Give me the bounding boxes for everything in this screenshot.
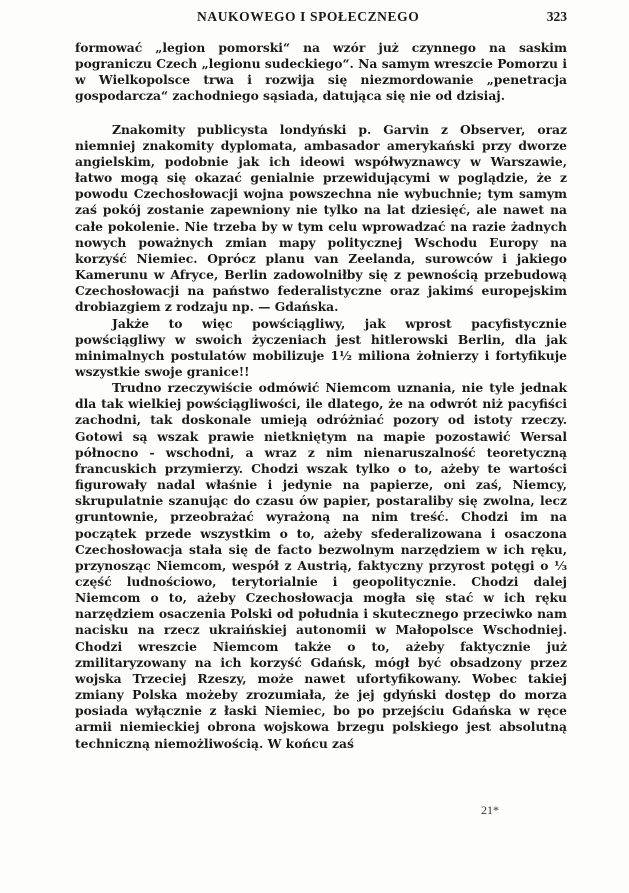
paragraph: Jakże to więc powściągliwy, jak wprost pacyfistycznie powściągliwy w swoich życzeniach jest hitlerowski Berlin, dla jak minimalnych postulatów mobilizuje 1½ miliona żołnierzy i fortyfikuje wszystkie swoje granice!! [75, 315, 567, 379]
running-head: NAUKOWEGO I SPOŁECZNEGO [197, 9, 420, 24]
paragraph: formować „legion pomorski“ na wzór już czynnego na saskim pograniczu Czech „legionu sudeckiego“. Na samym wreszcie Pomorzu i w Wielkopolsce trwa i rozwija się niezmordowanie „penetracja gospodarcza“ zachodniego sąsiada, datująca się nie od dzisiaj. [75, 40, 567, 104]
paragraph: Znakomity publicysta londyński p. Garvin z Observer, oraz niemniej znakomity dyplomata, ambasador amerykański przy dworze angielskim, podobnie jak ich ideowi współwyznawcy w Warszawie, łatwo mogą się okazać genialnie przewidującymi w poglądzie, że z powodu Czechosłowacji wojna powszechna nie wybuchnie; tym samym zaś pokój zostanie zapewniony nie tylko na lat dziesięć, ale nawet na całe pokolenie. Nie trzeba by w tym celu wprowadzać na razie żadnych nowych poważnych zmian mapy politycznej Wschodu Europy na korzyść Niemiec. Oprócz planu van Zeelanda, surowców i jakiego Kamerunu w Afryce, Berlin zadowolniłby się z pewnością przebudową Czechosłowacji na państwo federalistyczne oraz jakimś europejskim drobiazgiem z rodzaju np. — Gdańska. [75, 121, 567, 315]
page-header [75, 9, 567, 29]
printer-signature-mark: 21* [481, 803, 499, 817]
paragraph: Trudno rzeczywiście odmówić Niemcom uznania, nie tyle jednak dla tak wielkiej powściągliwości, ile dlatego, że na odwrót niż pacyfiści zachodni, tak doskonale umieją odróżniać pozory od istoty rzeczy. Gotowi są wszak prawie nietkniętym na mapie pozostawić Wersal północno - wschodni, a wraz z nim nienaruszalność teoretyczną francuskich przymierzy. Chodzi wszak tylko o to, ażeby te wartości figurowały nadal właśnie i jedynie na papierze, oni zaś, Niemcy, skrupulatnie szanując do czasu ów papier, postaraliby się zwolna, lecz gruntownie, przeobrażać wyrażoną na nim treść. Chodzi im na początek przede wszystkim o to, ażeby sfederalizowana i osaczona Czechosłowacja stała się de facto bezwolnym narzędziem w ich ręku, przynosząc Niemcom, wespół z Austrią, faktyczny przyrost potęgi o ⅓ część ludnościowo, terytorialnie i geopolitycznie. Chodzi dalej Niemcom o to, ażeby Czechosłowacja mogła się stać w ich ręku narzędziem osaczenia Polski od południa i skutecznego przeciwko nam nacisku na rzecz ukraińskiej autonomii w Małopolsce Wschodniej. Chodzi wreszcie Niemcom także o to, ażeby faktycznie już zmilitaryzowany na ich korzyść Gdańsk, mógł być obsadzony przez wojska Trzeciej Rzeszy, może nawet ufortyfikowany. Wobec takiej zmiany Polska możeby zrozumiała, że jej gdyński dostęp do morza posiada wyłącznie z łaski Niemiec, bo po przejściu Gdańska w ręce armii niemieckiej obrona wojskowa brzegu polskiego jest absolutną techniczną niemożliwością. W końcu zaś [75, 380, 567, 751]
body-text [75, 40, 567, 752]
page-number: 323 [546, 9, 567, 24]
